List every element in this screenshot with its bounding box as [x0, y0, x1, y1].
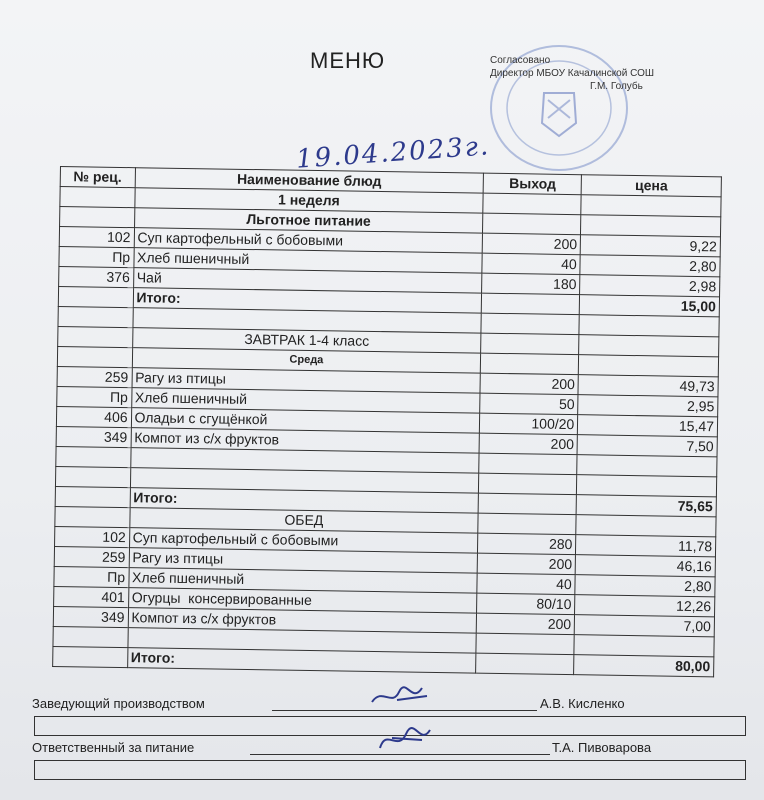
manager-signature-line: [32, 696, 746, 711]
handwritten-date: 19.04.2023г.: [295, 131, 492, 175]
approval-block: [490, 54, 654, 93]
section-title: ОБЕД: [129, 508, 478, 533]
recipe-number: Пр: [54, 566, 129, 587]
total-value: 80,00: [574, 655, 714, 677]
approval-heading: Согласовано: [490, 55, 551, 66]
column-header-price: цена: [581, 175, 721, 197]
responsible-label: Ответственный за питание: [32, 740, 195, 755]
dish-output: 200: [477, 613, 575, 635]
dish-name: Чай: [133, 268, 482, 293]
recipe-number: 259: [57, 366, 132, 387]
column-header-recipe: № рец.: [60, 167, 135, 188]
recipe-number: Пр: [59, 246, 134, 267]
dish-name: Хлеб пшеничный: [131, 388, 480, 413]
column-header-dish: Наименование блюд: [135, 168, 484, 193]
total-value: 75,65: [576, 495, 716, 517]
dish-price: 2,95: [578, 395, 718, 417]
responsible-name: Т.А. Пивоварова: [552, 740, 652, 755]
recipe-number: 102: [59, 227, 134, 248]
recipe-number: 401: [54, 586, 129, 607]
dish-name: Хлеб пшеничный: [133, 248, 482, 273]
recipe-number: 349: [53, 606, 128, 627]
total-label: Итого:: [130, 488, 479, 513]
week-label: 1 неделя: [134, 188, 483, 213]
dish-price: 7,50: [577, 435, 717, 457]
signature-box: [34, 760, 746, 780]
dish-output: 180: [482, 273, 580, 295]
recipe-number: 349: [56, 426, 131, 447]
day-label: Среда: [132, 348, 481, 373]
dish-output: 40: [482, 253, 580, 275]
dish-name: Компот из с/х фруктов: [131, 428, 480, 453]
recipe-number: 259: [54, 546, 129, 567]
recipe-number: 406: [56, 406, 131, 427]
total-value: 15,00: [580, 295, 720, 317]
recipe-number: Пр: [57, 386, 132, 407]
dish-price: 7,00: [574, 615, 714, 637]
dish-price: 9,22: [580, 235, 720, 257]
section-title: Льготное питание: [134, 208, 483, 233]
dish-name: Огурцы консервированные: [128, 588, 477, 613]
responsible-signature-line: [32, 740, 746, 755]
dish-price: 15,47: [578, 415, 718, 437]
dish-name: Компот из с/х фруктов: [128, 608, 477, 633]
approval-name: Г.М. Голубь: [590, 81, 643, 92]
dish-output: 100/20: [480, 413, 578, 435]
dish-output: 200: [480, 373, 578, 395]
section-title: ЗАВТРАК 1-4 класс: [132, 328, 481, 353]
dish-price: 11,78: [576, 535, 716, 557]
dish-price: 46,16: [575, 555, 715, 577]
manager-signature-icon: [367, 682, 437, 712]
dish-price: 2,98: [580, 275, 720, 297]
dish-price: 49,73: [578, 375, 718, 397]
approval-position: Директор МБОУ Качалинской СОШ: [490, 68, 655, 79]
page-title: МЕНЮ: [310, 48, 386, 73]
dish-price: 2,80: [575, 575, 715, 597]
manager-label: Заведующий производством: [32, 696, 205, 711]
dish-output: 40: [477, 573, 575, 595]
dish-name: Хлеб пшеничный: [128, 568, 477, 593]
column-header-output: Выход: [483, 173, 581, 195]
menu-table: [52, 166, 722, 677]
dish-name: Суп картофельный с бобовыми: [134, 228, 483, 253]
dish-output: 280: [478, 533, 576, 555]
recipe-number: 376: [59, 266, 134, 287]
dish-output: 200: [483, 233, 581, 255]
total-label: Итого:: [127, 648, 476, 673]
manager-name: А.В. Кисленко: [540, 696, 625, 711]
dish-output: 50: [480, 393, 578, 415]
responsible-signature-icon: [372, 722, 442, 756]
dish-name: Рагу из птицы: [132, 368, 481, 393]
dish-output: 80/10: [477, 593, 575, 615]
dish-name: Суп картофельный с бобовыми: [129, 528, 478, 553]
total-label: Итого:: [133, 288, 482, 313]
dish-price: 12,26: [575, 595, 715, 617]
dish-price: 2,80: [580, 255, 720, 277]
dish-name: Оладьи с сгущёнкой: [131, 408, 480, 433]
recipe-number: 102: [55, 526, 130, 547]
dish-output: 200: [477, 553, 575, 575]
dish-output: 200: [479, 433, 577, 455]
dish-name: Рагу из птицы: [129, 548, 478, 573]
